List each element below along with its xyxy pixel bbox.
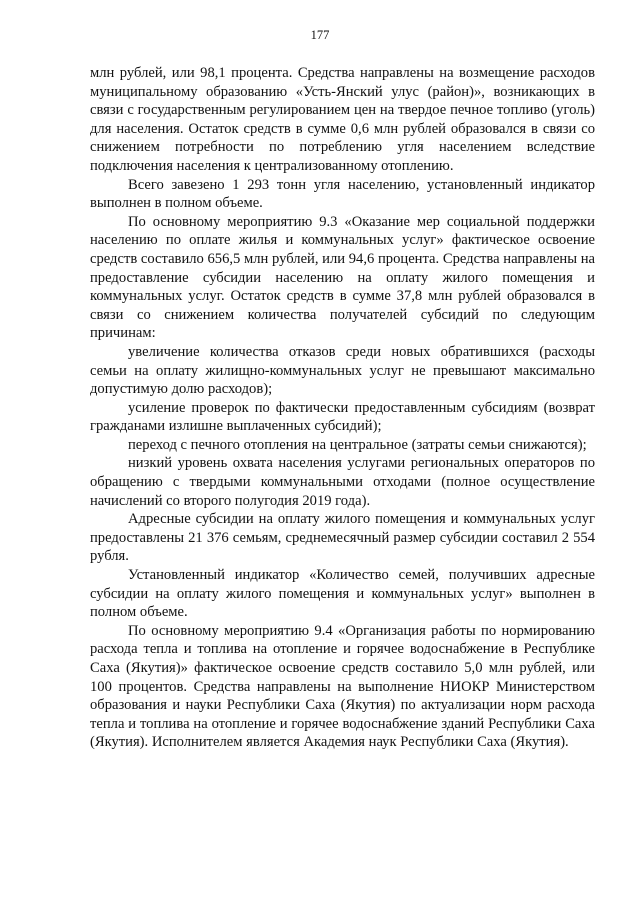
body-text [90, 64, 595, 752]
list-item-inspections: усиление проверок по фактически предоставленным субсидиям (возврат гражданами излишне выплаченных субсидий); [90, 399, 595, 435]
paragraph-continuation: млн рублей, или 98,1 процента. Средства направлены на возмещение расходов муниципальному образованию «Усть-Янский улус (район)», возникающих в связи с государственным регулированием цен на твердое печное топливо (уголь) для населения. Остаток средств в сумме 0,6 млн рублей образовался в связи со снижением потребности по потреблению угля населением вследствие подключения населения к централизованному отоплению. [90, 65, 595, 174]
paragraph-subsidies: Адресные субсидии на оплату жилого помещения и коммунальных услуг предоставлены 21 376 семьям, среднемесячный размер субсидии составил 2 554 рубля. [90, 511, 595, 565]
list-item-heating-switch: переход с печного отопления на центральное (затраты семьи снижаются); [128, 436, 587, 453]
list-item-waste-coverage: низкий уровень охвата населения услугами региональных операторов по обращению с твердыми коммунальными отходами (полное осуществление начислений со второго полугодия 2019 года). [90, 455, 595, 509]
list-item-refusals: увеличение количества отказов среди новых обратившихся (расходы семьи на оплату жилищно-коммунальных услуг не превышают максимально допустимую долю расходов); [90, 343, 595, 398]
paragraph-coal-delivery: Всего завезено 1 293 тонн угля населению, установленный индикатор выполнен в полном объеме. [90, 176, 595, 212]
paragraph-indicator: Установленный индикатор «Количество семей, получивших адресные субсидии на оплату жилого помещения и коммунальных услуг» выполнен в полном объеме. [90, 567, 595, 621]
page-number: 177 [310, 28, 330, 42]
paragraph-measure-9-4: По основному мероприятию 9.4 «Организация работы по нормированию расхода тепла и топлива на отопление и горячее водоснабжение в Республике Саха (Якутия)» фактическое освоение средств составило 5,0 млн рублей, или 100 процентов. Средства направлены на выполнение НИОКР Министерством образования и науки Республики Саха (Якутия) по актуализации норм расхода тепла и топлива на отопление и горячее водоснабжение зданий Республики Саха (Якутия). Исполнителем является Академия наук Республики Саха (Якутия). [90, 622, 595, 751]
paragraph-measure-9-3: По основному мероприятию 9.3 «Оказание мер социальной поддержки населению по оплате жилья и коммунальных услуг» фактическое освоение средств составило 656,5 млн рублей, или 94,6 процента. Средства направлены на предоставление субсидии населению на оплату жилого помещения и коммунальных услуг. Остаток средств в сумме 37,8 млн рублей образовался в связи со снижением количества получателей субсидий по следующим причинам: [90, 213, 595, 342]
